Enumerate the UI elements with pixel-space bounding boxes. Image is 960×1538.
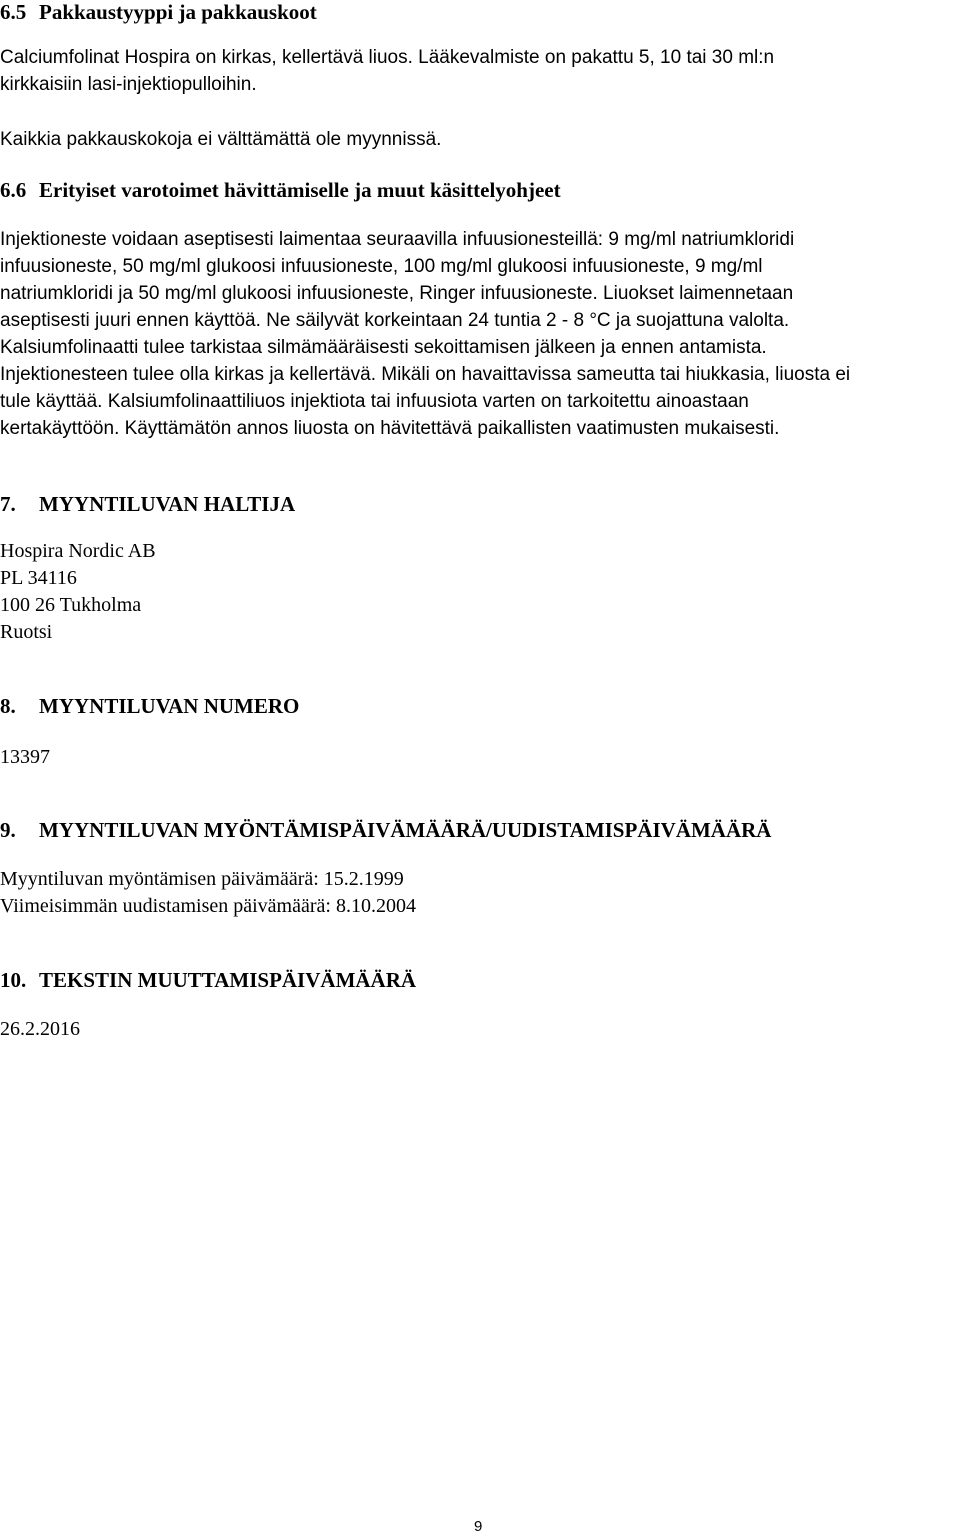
text-line: kirkkaisiin lasi-injektiopulloihin. [0, 74, 257, 95]
authorization-number [0, 744, 50, 771]
text-line: Injektionesteen tulee olla kirkas ja kellertävä. Mikäli on havaittavissa sameutta tai hiukkasia, liuosta ei [0, 364, 851, 385]
address-line: Ruotsi [0, 621, 53, 643]
address-line: Hospira Nordic AB [0, 540, 156, 562]
text-line: Kalsiumfolinaatti tulee tarkistaa silmämääräisesti sekoittamisen jälkeen ja ennen antamista. [0, 337, 767, 358]
text-line: aseptisesti juuri ennen käyttöä. Ne säilyvät korkeintaan 24 tuntia 2 - 8 °C ja suojattuna valolta. [0, 310, 790, 331]
section-number: 9. [0, 818, 16, 842]
section-6-5-paragraph [0, 44, 955, 98]
authorization-dates [0, 866, 416, 920]
text-line: tule käyttää. Kalsiumfolinaattiliuos injektiota tai infuusiota varten on tarkoitettu ainoastaan [0, 391, 749, 412]
section-number: 7. [0, 492, 16, 516]
text-line: kertakäyttöön. Käyttämätön annos liuosta on hävitettävä paikallisten vaatimusten mukaisesti. [0, 418, 780, 439]
section-number: 6.5 [0, 0, 27, 24]
section-title: MYYNTILUVAN NUMERO [39, 694, 300, 718]
value-line: 26.2.2016 [0, 1018, 80, 1040]
section-10-heading [0, 968, 416, 992]
address-line: PL 34116 [0, 567, 77, 589]
text-line: natriumkloridi ja 50 mg/ml glukoosi infuusioneste, Ringer infuusioneste. Liuokset laimennetaan [0, 283, 794, 304]
section-number: 6.6 [0, 178, 27, 202]
value-line: 13397 [0, 746, 50, 768]
section-title: MYYNTILUVAN MYÖNTÄMISPÄIVÄMÄÄRÄ/UUDISTAMISPÄIVÄMÄÄRÄ [39, 818, 772, 842]
section-number: 10. [0, 968, 27, 992]
section-6-5-note [0, 126, 955, 153]
page-number: 9 [474, 1518, 483, 1535]
section-title: TEKSTIN MUUTTAMISPÄIVÄMÄÄRÄ [39, 968, 417, 992]
holder-address [0, 538, 156, 646]
section-6-5-heading [0, 0, 317, 24]
text-line: infuusioneste, 50 mg/ml glukoosi infuusioneste, 100 mg/ml glukoosi infuusioneste, 9 mg/ml [0, 256, 763, 277]
date-line: Viimeisimmän uudistamisen päivämäärä: 8.10.2004 [0, 895, 416, 917]
text-line: Injektioneste voidaan aseptisesti laimentaa seuraavilla infuusionesteillä: 9 mg/ml natriumkloridi [0, 229, 795, 250]
section-6-6-paragraph [0, 226, 955, 442]
text-line: Calciumfolinat Hospira on kirkas, kellertävä liuos. Lääkevalmiste on pakattu 5, 10 tai 30 ml:n [0, 47, 775, 68]
section-title: MYYNTILUVAN HALTIJA [39, 492, 296, 516]
section-8-heading [0, 694, 299, 718]
date-line: Myyntiluvan myöntämisen päivämäärä: 15.2.1999 [0, 868, 404, 890]
address-line: 100 26 Tukholma [0, 594, 142, 616]
section-6-6-heading [0, 178, 561, 202]
revision-date [0, 1016, 80, 1043]
section-title: Pakkaustyyppi ja pakkauskoot [39, 0, 317, 24]
text-line: Kaikkia pakkauskokoja ei välttämättä ole myynnissä. [0, 129, 442, 150]
section-9-heading [0, 818, 771, 842]
section-number: 8. [0, 694, 16, 718]
section-title: Erityiset varotoimet hävittämiselle ja muut käsittelyohjeet [39, 178, 561, 202]
section-7-heading [0, 492, 295, 516]
